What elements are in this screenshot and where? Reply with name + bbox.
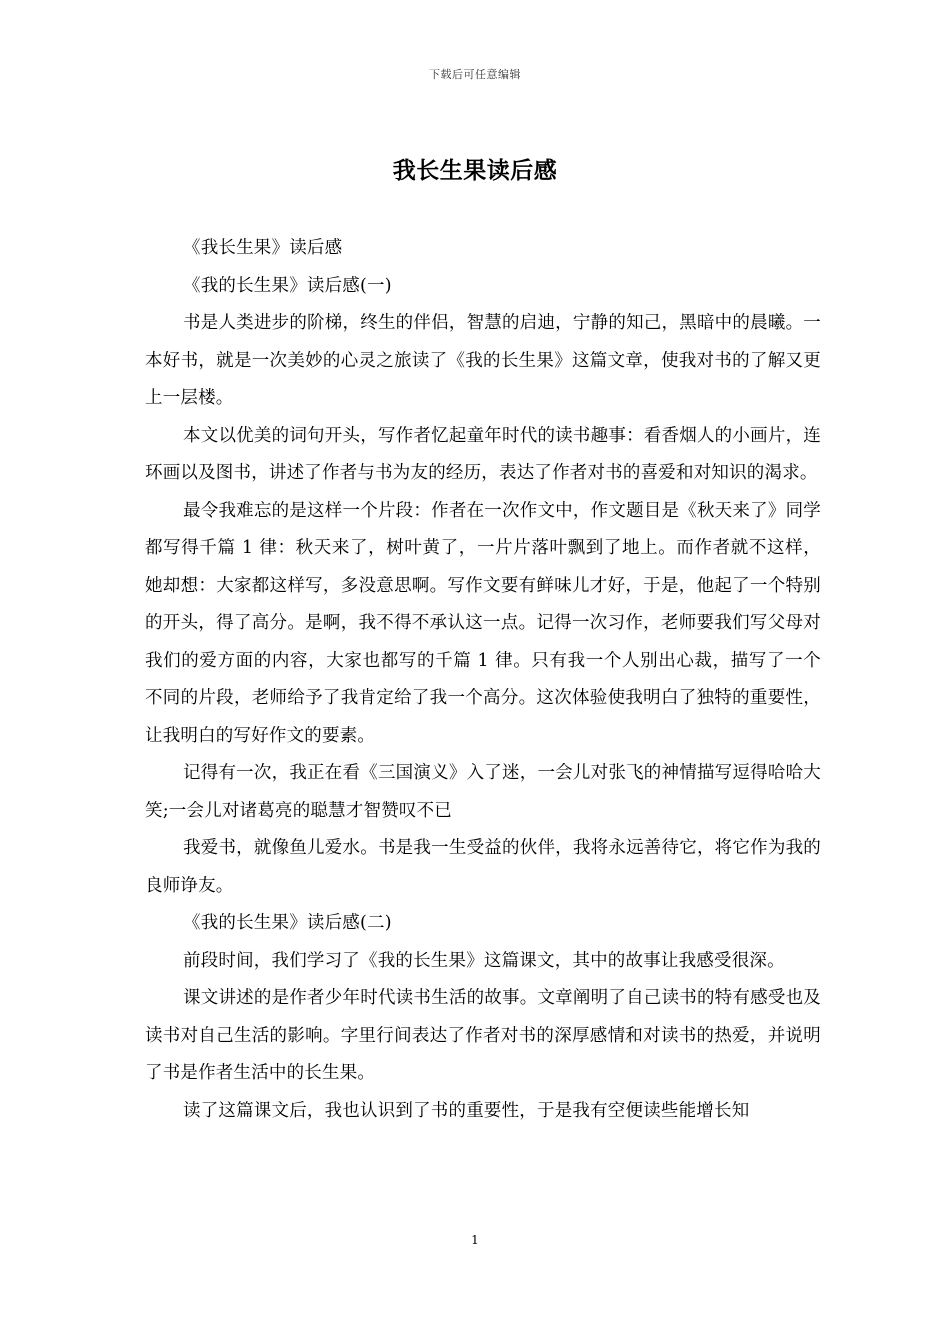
document-body bbox=[145, 230, 821, 1130]
paragraph: 本文以优美的词句开头，写作者忆起童年时代的读书趣事：看香烟人的小画片，连环画以及图书，讲述了作者与书为友的经历，表达了作者对书的喜爱和对知识的渴求。 bbox=[145, 425, 821, 483]
paragraph: 最令我难忘的是这样一个片段：作者在一次作文中，作文题目是《秋天来了》同学都写得千篇 1 律：秋天来了，树叶黄了，一片片落叶飘到了地上。而作者就不这样，她却想：大家都这样写，多没意思啊。写作文要有鲜味儿才好，于是，他起了一个特别的开头，得了高分。是啊，我不得不承认这一点。记得一次习作，老师要我们写父母对我们的爱方面的内容，大家也都写的千篇 1 律。只有我一个人别出心裁，描写了一个不同的片段，老师给予了我肯定给了我一个高分。这次体验使我明白了独特的重要性，让我明白的写好作文的要素。 bbox=[145, 500, 821, 746]
document-title: 我长生果读后感 bbox=[392, 157, 558, 184]
paragraph: 书是人类进步的阶梯，终生的伴侣，智慧的启迪，宁静的知己，黑暗中的晨曦。一本好书，就是一次美妙的心灵之旅读了《我的长生果》这篇文章，使我对书的了解又更上一层楼。 bbox=[145, 313, 821, 408]
paragraph: 读了这篇课文后，我也认识到了书的重要性，于是我有空便读些能增长知 bbox=[183, 1100, 750, 1121]
paragraph: 我爱书，就像鱼儿爱水。书是我一生受益的伙伴，我将永远善待它，将它作为我的良师诤友。 bbox=[145, 838, 821, 896]
header-note: 下载后可任意编辑 bbox=[429, 68, 521, 81]
paragraph: 前段时间，我们学习了《我的长生果》这篇课文，其中的故事让我感受很深。 bbox=[183, 950, 785, 971]
paragraph: 《我的长生果》读后感(一) bbox=[183, 275, 392, 296]
page-number: 1 bbox=[471, 1233, 479, 1247]
paragraph: 《我的长生果》读后感(二) bbox=[183, 913, 392, 933]
paragraph: 课文讲述的是作者少年时代读书生活的故事。文章阐明了自己读书的特有感受也及读书对自己生活的影响。字里行间表达了作者对书的深厚感情和对读书的热爱，并说明了书是作者生活中的长生果。 bbox=[145, 988, 821, 1083]
paragraph: 记得有一次，我正在看《三国演义》入了迷，一会儿对张飞的神情描写逗得哈哈大笑;一会儿对诸葛亮的聪慧才智赞叹不已 bbox=[145, 763, 821, 821]
paragraph: 《我长生果》读后感 bbox=[183, 238, 343, 258]
